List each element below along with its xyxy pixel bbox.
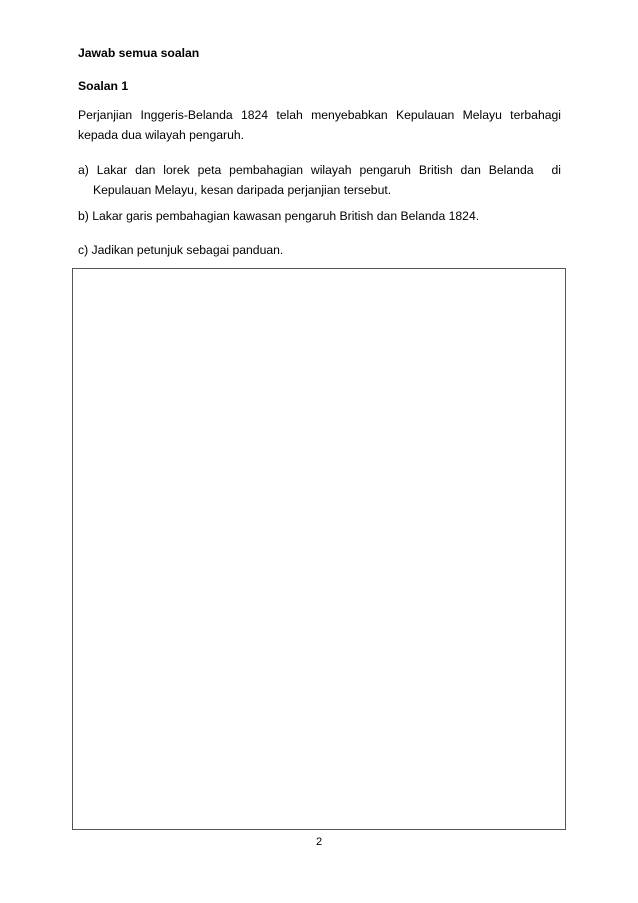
question-intro-paragraph: Perjanjian Inggeris-Belanda 1824 telah menyebabkan Kepulauan Melayu terbahagi kepada dua wilayah pengaruh. [78,108,561,142]
answer-drawing-box[interactable] [72,268,566,830]
instruction-heading: Jawab semua soalan [78,46,200,60]
item-a-line2: Kepulauan Melayu, kesan daripada perjanjian tersebut. [93,183,392,197]
question-item-a [78,160,561,200]
question-item-b: b) Lakar garis pembahagian kawasan pengaruh British dan Belanda 1824. [78,209,480,223]
question-item-c: c) Jadikan petunjuk sebagai panduan. [78,243,284,257]
item-a-line1-end: di [551,163,561,177]
question-title: Soalan 1 [78,79,129,93]
page-number: 2 [315,836,323,848]
item-a-line1: a) Lakar dan lorek peta pembahagian wilayah pengaruh British dan Belanda [78,163,534,177]
